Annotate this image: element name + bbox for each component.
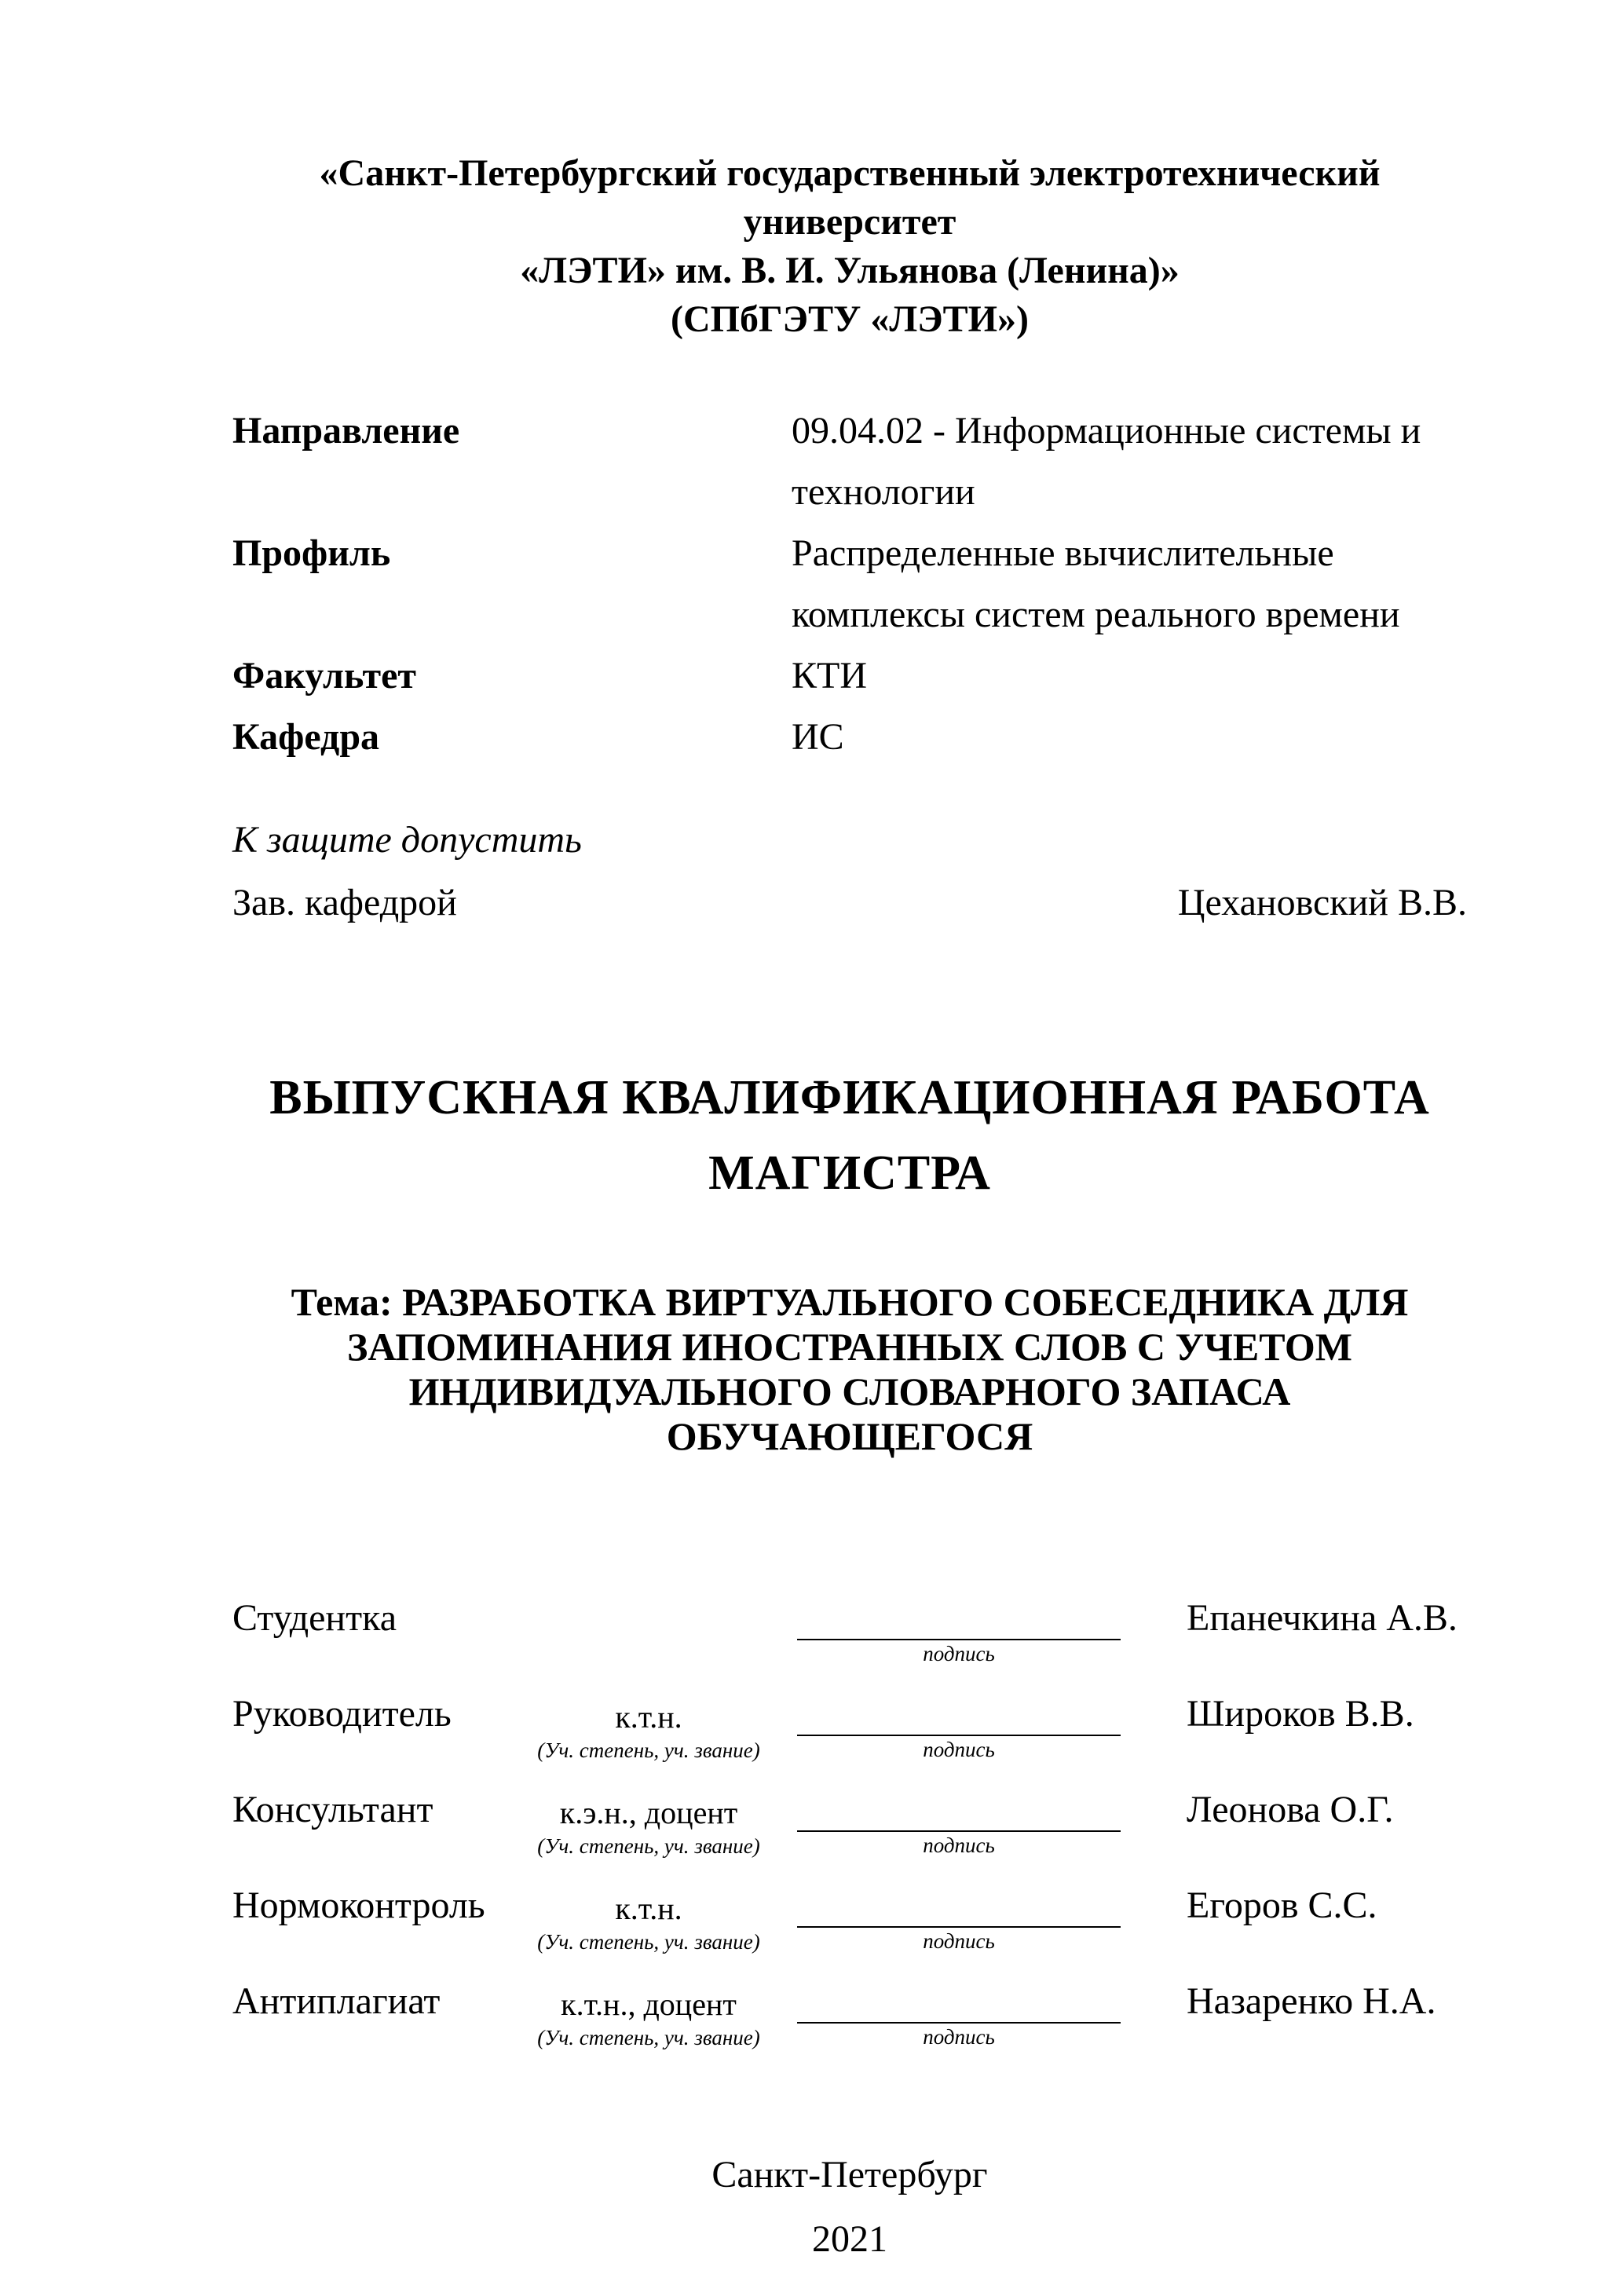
info-row-direction xyxy=(232,400,1467,523)
consultant-degree-cell xyxy=(503,1788,794,1859)
supervisor-degree: к.т.н. xyxy=(615,1699,682,1735)
profile-label: Профиль xyxy=(232,532,391,574)
consultant-role-label: Консультант xyxy=(232,1789,433,1830)
admission-block xyxy=(232,809,1467,934)
student-degree-cell xyxy=(503,1596,794,1601)
antiplagiarism-degree-cell xyxy=(503,1980,794,2050)
antiplagiarism-signature-line xyxy=(797,1980,1121,2024)
student-signature-line xyxy=(797,1596,1121,1640)
antiplagiarism-name: Назаренко Н.А. xyxy=(1187,1980,1436,2022)
normcontrol-degree-caption: (Уч. степень, уч. звание) xyxy=(537,1930,760,1954)
normcontrol-signature-cell xyxy=(794,1884,1124,1954)
normcontrol-degree-cell xyxy=(503,1884,794,1954)
antiplagiarism-degree-caption: (Уч. степень, уч. звание) xyxy=(537,2026,760,2049)
program-info-block xyxy=(232,400,1467,768)
info-row-department xyxy=(232,707,1467,768)
university-header xyxy=(232,149,1467,344)
consultant-name: Леонова О.Г. xyxy=(1187,1789,1394,1830)
department-value: ИС xyxy=(792,716,844,758)
faculty-label: Факультет xyxy=(232,655,416,696)
normcontrol-role-label: Нормоконтроль xyxy=(232,1885,485,1926)
supervisor-name: Широков В.В. xyxy=(1187,1693,1414,1735)
student-role-label: Студентка xyxy=(232,1597,397,1639)
thesis-title-line1: ВЫПУСКНАЯ КВАЛИФИКАЦИОННАЯ РАБОТА xyxy=(269,1071,1430,1124)
supervisor-signature-line xyxy=(797,1692,1121,1736)
footer-block xyxy=(232,2143,1467,2272)
supervisor-signature-caption: подпись xyxy=(923,1738,995,1761)
profile-value: Распределенные вычислительные комплексы систем реального времени xyxy=(792,532,1400,635)
admission-statement: К защите допустить xyxy=(232,819,582,861)
consultant-signature-caption: подпись xyxy=(923,1834,995,1857)
info-row-faculty xyxy=(232,645,1467,707)
consultant-degree: к.э.н., доцент xyxy=(559,1795,738,1830)
thesis-title xyxy=(232,1060,1467,1211)
department-label: Кафедра xyxy=(232,716,380,758)
footer-year: 2021 xyxy=(812,2218,887,2260)
consultant-degree-caption: (Уч. степень, уч. звание) xyxy=(537,1834,760,1858)
theme-text: Тема: РАЗРАБОТКА ВИРТУАЛЬНОГО СОБЕСЕДНИКА ДЛЯ ЗАПОМИНАНИЯ ИНОСТРАННЫХ СЛОВ С УЧЕТОМ ИНДИВИДУАЛЬНОГО СЛОВАРНОГО ЗАПАСА ОБУЧАЮЩЕГОСЯ xyxy=(291,1280,1409,1458)
signature-row-antiplagiarism xyxy=(232,1980,1467,2050)
faculty-value: КТИ xyxy=(792,655,867,696)
student-name: Епанечкина А.В. xyxy=(1187,1597,1458,1639)
normcontrol-signature-caption: подпись xyxy=(923,1929,995,1953)
footer-city: Санкт-Петербург xyxy=(711,2154,988,2195)
theme-block xyxy=(232,1280,1467,1459)
head-of-department-label: Зав. кафедрой xyxy=(232,882,457,923)
direction-value: 09.04.02 - Информационные системы и технологии xyxy=(792,410,1421,513)
consultant-signature-cell xyxy=(794,1788,1124,1859)
supervisor-degree-cell xyxy=(503,1692,794,1763)
supervisor-signature-cell xyxy=(794,1692,1124,1763)
university-name-line1: «Санкт-Петербургский государственный электротехнический университет xyxy=(319,152,1381,243)
normcontrol-degree: к.т.н. xyxy=(615,1891,682,1926)
normcontrol-name: Егоров С.С. xyxy=(1187,1885,1377,1926)
university-abbreviation: (СПбГЭТУ «ЛЭТИ») xyxy=(671,298,1029,340)
thesis-title-line2: МАГИСТРА xyxy=(708,1146,991,1200)
student-signature-caption: подпись xyxy=(923,1642,995,1665)
consultant-signature-line xyxy=(797,1788,1121,1832)
antiplagiarism-role-label: Антиплагиат xyxy=(232,1980,441,2022)
antiplagiarism-signature-caption: подпись xyxy=(923,2025,995,2049)
signatures-block xyxy=(232,1596,1467,2050)
antiplagiarism-degree: к.т.н., доцент xyxy=(561,1987,737,2022)
normcontrol-signature-line xyxy=(797,1884,1121,1928)
student-signature-cell xyxy=(794,1596,1124,1667)
signature-row-supervisor xyxy=(232,1692,1467,1763)
direction-label: Направление xyxy=(232,410,460,452)
supervisor-role-label: Руководитель xyxy=(232,1693,452,1735)
info-row-profile xyxy=(232,523,1467,645)
signature-row-student xyxy=(232,1596,1467,1667)
head-of-department-row xyxy=(232,872,1467,934)
antiplagiarism-signature-cell xyxy=(794,1980,1124,2050)
supervisor-degree-caption: (Уч. степень, уч. звание) xyxy=(537,1738,760,1762)
university-name-line2: «ЛЭТИ» им. В. И. Ульянова (Ленина)» xyxy=(520,250,1180,291)
signature-row-normcontrol xyxy=(232,1884,1467,1954)
head-of-department-name: Цехановский В.В. xyxy=(1177,882,1467,923)
signature-row-consultant xyxy=(232,1788,1467,1859)
